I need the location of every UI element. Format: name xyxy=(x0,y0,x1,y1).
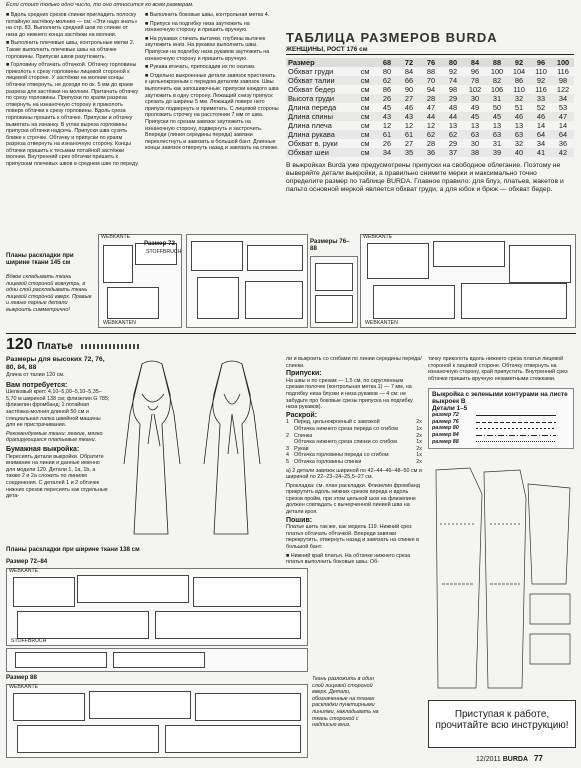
cutting-item-number xyxy=(286,426,294,433)
legend-line-sample xyxy=(476,426,556,431)
legend-size-row xyxy=(432,419,570,426)
instruction-paragraph: ■ Горловину обтачать обтачкой. Обтачку горловины приколоть к срезу горловины лицевой стороной к лицевой стороне. У застёжки на молнии концы обтачки отвернуть, не доходя по ок. 5 мм до краев разреза для застёжки на молнии. Притачать обтачку по срезу горловины. Припуски по краям разреза отвернуть на изнаночную сторону и приколоть поверх обтачки к срезу горловины. Вдоль среза горловины прошить к обтачке. Припуски и обтачку выметать на изнанку. В углах выреза горловины припуски обтачки надсечь. Припуски шва сузить ближе к строчке. Обтачку и припуски по краям разреза отвернуть на изнаночную сторону. Концы обтачки пришить к тесьмам потайной застёжки молнии. Внутренний срез обтачки пришить к припускам плечевых швов в среднем шве по переду. xyxy=(6,62,139,168)
instruction-paragraph: ■ Отдельно выкроенные детали завязок пристачать к цельнокроеным с передом деталям завязок. Швы выполнить как запошивочные: припуски каждого шва заутюжить в одну сторону. Лежащий снизу припуск срезать до ширины 5 мм. Лежащий поверх него припуск подвернуть и приметать. С лицевой стороны проложить строчку на расстоянии 7 мм от шва. Припуски по срезам завязок заутюжить на изнаночную сторону, подвернуть и застрочить. Впереди (линия середины переда) завязки перехлестнуть и завязать в большой бант. Длинные концы завязок отвернуть назад и завязать на спинке. xyxy=(145,72,279,152)
measurement-value: 90 xyxy=(404,85,414,94)
measurement-value: 92 xyxy=(536,76,546,85)
fold-label: STOFFBRUCH xyxy=(11,638,47,644)
measurement-value: 13 xyxy=(470,121,480,130)
sewing-title: Пошив: xyxy=(286,516,313,524)
pattern-piece xyxy=(103,245,133,283)
measurement-name: Высота груди xyxy=(288,94,335,103)
cutting-item-text: Обтачка нижнего среза спинки со сгибом xyxy=(294,439,397,446)
pattern-piece xyxy=(247,245,303,271)
dress-info-col-3 xyxy=(428,356,574,449)
model-number: 120 xyxy=(6,336,33,353)
measurement-value: 82 xyxy=(492,76,502,85)
selvage-label: WEBKANTE xyxy=(9,568,39,574)
measurement-value: 98 xyxy=(448,85,458,94)
measurement-value: 44 xyxy=(448,112,458,121)
size-table-row xyxy=(286,94,574,103)
measurement-value: 51 xyxy=(514,103,524,112)
fabric-recommendation: Рекомендуемые ткани: легкие, мягко драпирующиеся платьевые ткани. xyxy=(6,430,103,444)
pattern-piece xyxy=(17,725,159,753)
paper-pattern-title: Бумажная выкройка: xyxy=(6,445,80,453)
banner-line-2: прочитайте всю инструкцию! xyxy=(435,720,569,731)
pattern-legend xyxy=(428,388,574,449)
pattern-piece xyxy=(107,287,159,319)
dress-heading xyxy=(6,336,141,354)
measurement-value: 96 xyxy=(470,67,480,76)
measurement-value: 34 xyxy=(536,139,546,148)
measurement-value: 84 xyxy=(404,67,414,76)
selvage-label: WEBKANTE xyxy=(9,684,39,690)
fold-label: STOFFBRUCH xyxy=(146,249,182,255)
size-col: 76 xyxy=(426,58,436,67)
cutting-item-qty: 2х xyxy=(416,458,422,465)
measurement-value: 102 xyxy=(468,85,482,94)
measurement-name: Обхват шеи xyxy=(288,148,329,157)
measurement-value: 47 xyxy=(558,112,568,121)
footer-brand: BURDA xyxy=(502,756,529,763)
measurement-value: 28 xyxy=(426,139,436,148)
size-table-body xyxy=(286,67,574,157)
pattern-piece xyxy=(373,285,455,319)
measurement-value: 46 xyxy=(536,112,546,121)
measurement-value: 98 xyxy=(558,76,568,85)
measurement-unit: см xyxy=(360,103,370,112)
measurement-value: 63 xyxy=(470,130,480,139)
legend-line-sample xyxy=(476,439,556,444)
title-decoration xyxy=(81,344,141,349)
size-table-row xyxy=(286,112,574,121)
page-number: 77 xyxy=(533,754,543,763)
cutting-item-text: Рукав xyxy=(294,445,309,452)
selvage-label: WEBKANTEN xyxy=(103,320,136,326)
pattern-continued: ли и выкроить со сгибами по линии середины переда/спинки. xyxy=(286,356,422,369)
ties-note: а) 2 детали завязок шириной по 42–44–46–48–50 см и шириной по 22–23–24–25,5–27 см. xyxy=(286,467,422,481)
cutting-item-number xyxy=(286,439,294,446)
cutting-item xyxy=(286,446,422,453)
size-table-row xyxy=(286,85,574,94)
measurement-name: Длина рукава xyxy=(288,130,335,139)
pattern-piece xyxy=(367,243,429,279)
measurement-unit: см xyxy=(360,130,370,139)
measurement-value: 78 xyxy=(470,76,480,85)
instruction-paragraph: ■ Вдоль средних срезов спинки пригладить полоску потайную застёжку-молнию — см. «Эти надо знать» на стр. 83. Выполнить средний шов по спинке от низа до нижнего конца застёжки на молнии. xyxy=(6,12,138,38)
pattern-piece xyxy=(13,577,75,607)
size-table-row xyxy=(286,130,574,139)
measurement-value: 12 xyxy=(404,121,414,130)
measurement-value: 62 xyxy=(382,76,392,85)
measurement-value: 34 xyxy=(382,148,392,157)
legend-size-row xyxy=(432,439,570,446)
legend-line-sample xyxy=(476,420,556,425)
legend-line-sample xyxy=(476,433,556,438)
cutting-item-text: Спинка xyxy=(294,432,313,439)
cutting-item xyxy=(286,419,422,426)
cutting-item-number: 2 xyxy=(286,432,289,439)
size-table xyxy=(286,58,574,157)
allowances-title: Припуски: xyxy=(286,370,322,378)
measurement-value: 63 xyxy=(492,130,502,139)
pattern-piece xyxy=(15,652,107,668)
cutting-item-text: Обтачка горловины переда со сгибом xyxy=(294,452,389,459)
measurement-value: 27 xyxy=(404,139,414,148)
materials-title: Вам потребуется: xyxy=(6,381,68,389)
measurement-name: Обхват в. руки xyxy=(288,139,338,148)
layout-diagram-size-76-88-a xyxy=(310,256,358,328)
measurement-value: 88 xyxy=(426,67,436,76)
legend-size-row xyxy=(432,412,570,419)
sewing-text: Платье шить так же, как модель 119. Нижний срез платья обтачать обтачкой. Впереди завязки перекрутить, отвернуть назад и завязать на спинке в большой бант. xyxy=(286,524,419,551)
measurement-unit: см xyxy=(360,85,370,94)
cutting-item xyxy=(286,433,422,440)
pattern-piece xyxy=(193,577,301,607)
size-table-header xyxy=(286,58,574,67)
measurement-value: 86 xyxy=(514,76,524,85)
measurement-value: 61 xyxy=(382,130,392,139)
size-table-title: ТАБЛИЦА РАЗМЕРОВ BURDA xyxy=(286,30,498,45)
measurement-value: 46 xyxy=(404,103,414,112)
instructions-col-1 xyxy=(6,12,140,170)
cutting-item xyxy=(286,459,422,466)
measurement-value: 26 xyxy=(382,139,392,148)
cutting-item-number: 1 xyxy=(286,419,289,426)
measurement-value: 74 xyxy=(448,76,458,85)
hem-continued: тачку приколоть вдоль нижнего среза платья лицевой стороной к лицевой стороне. Обтачку отвернуть на изнаночную сторону, край припустить. Внутренний срез обтачки пришить вручную незаметными стежками. xyxy=(428,356,568,382)
instruction-paragraph: ■ Выполнить боковые швы, контрольная метка 4. xyxy=(145,12,270,18)
cutting-item-qty: 1х xyxy=(416,425,422,432)
pattern-piece xyxy=(13,693,85,721)
pattern-piece xyxy=(155,611,301,639)
size-col: 72 xyxy=(404,58,414,67)
measurement-value: 45 xyxy=(382,103,392,112)
size-table-subtitle: ЖЕНЩИНЫ, РОСТ 176 см xyxy=(286,46,574,55)
size-table-row xyxy=(286,148,574,157)
layout-title: Планы раскладки при ширине ткани 145 см xyxy=(6,252,74,267)
legend-title: Выкройка с зелеными контурами на листе выкроек В xyxy=(432,391,568,405)
measurement-name: Обхват талии xyxy=(288,76,335,85)
measurement-name: Длина переда xyxy=(288,103,337,112)
pattern-piece xyxy=(165,725,301,753)
cutting-item-qty: 1х xyxy=(416,439,422,446)
size-table-row xyxy=(286,103,574,112)
cutting-item-qty: 1х xyxy=(416,452,422,459)
pattern-piece xyxy=(461,283,567,319)
size-header-label: Размер xyxy=(288,58,315,67)
measurement-value: 12 xyxy=(426,121,436,130)
layout-title: Планы раскладки при ширине ткани 138 см xyxy=(6,546,140,553)
cutting-item-text: Обтачка нижнего среза переда со сгибом xyxy=(294,425,398,432)
legend-size-label: размер 88 xyxy=(432,438,459,445)
layout-size-label: Размер 72 xyxy=(144,240,175,247)
measurement-value: 32 xyxy=(514,94,524,103)
layout-plans-138 xyxy=(6,546,426,758)
measurement-value: 62 xyxy=(426,130,436,139)
measurement-value: 27 xyxy=(404,94,414,103)
measurement-value: 64 xyxy=(536,130,546,139)
legend-size-row xyxy=(432,432,570,439)
measurement-value: 36 xyxy=(426,148,436,157)
measurement-value: 53 xyxy=(558,103,568,112)
layout-size-label: Размер 88 xyxy=(6,674,37,681)
measurement-value: 66 xyxy=(404,76,414,85)
selvage-label: WEBKANTEN xyxy=(365,320,398,326)
pattern-piece xyxy=(191,241,243,271)
pattern-piece xyxy=(77,575,189,603)
layout-plans-145 xyxy=(6,232,576,330)
measurement-value: 43 xyxy=(382,112,392,121)
page-footer xyxy=(476,754,543,763)
measurement-unit: см xyxy=(360,148,370,157)
measurement-value: 45 xyxy=(492,112,502,121)
interfacing-text: Прокладка: см. план раскладки. Флизелин фромбанд прикрутить вдоль нижних срезов переда и вдоль срезов пройм, при этом цельной шов на флизелине должен совпадать с вычерченной линией шва на детали кроя. xyxy=(286,482,420,516)
measurement-value: 13 xyxy=(492,121,502,130)
measurement-value: 43 xyxy=(404,112,414,121)
layout-diagram-size-72-cont xyxy=(186,234,308,328)
dress-info-col-1 xyxy=(6,356,110,500)
measurement-value: 86 xyxy=(382,85,392,94)
measurement-unit: см xyxy=(360,94,370,103)
pattern-piece xyxy=(315,295,353,323)
measurement-name: Обхват бедер xyxy=(288,85,336,94)
size-table-row xyxy=(286,76,574,85)
layout-note: Ткань разложить в один слой лицевой стороной вверх. Детали, обозначенные на планах раскладки пунктирными линиями, накладывать на ткань стороной с надписью вниз. xyxy=(312,676,379,729)
size-col: 88 xyxy=(492,58,502,67)
legend-size-lines xyxy=(432,412,570,445)
measurement-unit: см xyxy=(360,112,370,121)
measurement-value: 116 xyxy=(557,67,569,76)
footer-issue: 12/2011 xyxy=(476,756,501,763)
layout-diagram-72-84-cont xyxy=(6,648,308,672)
measurement-value: 34 xyxy=(558,94,568,103)
measurement-value: 49 xyxy=(470,103,480,112)
measurement-value: 70 xyxy=(426,76,436,85)
measurement-name: Длина плеча xyxy=(288,121,332,130)
measurement-value: 31 xyxy=(492,139,502,148)
size-col: 80 xyxy=(448,58,458,67)
model-title: Платье xyxy=(37,341,73,352)
layout-size-label: Размеры 76–88 xyxy=(310,238,350,253)
size-col: 84 xyxy=(470,58,480,67)
cutting-item-text: Обтачка горловины спинки xyxy=(294,458,362,465)
measurement-value: 41 xyxy=(536,148,546,157)
instruction-paragraph: ■ Припуск на подгибку низа заутюжить на изнаночную сторону и пришить вручную. xyxy=(145,20,250,34)
measurement-value: 29 xyxy=(448,94,458,103)
cutting-item-text: Перед, цельнокроеный с завязкой xyxy=(294,419,380,426)
measurement-value: 63 xyxy=(514,130,524,139)
cutting-item-number: 3 xyxy=(286,445,289,452)
measurement-unit: см xyxy=(360,67,370,76)
cutting-title: Раскрой: xyxy=(286,411,318,419)
pattern-piece xyxy=(509,245,571,283)
measurement-unit: см xyxy=(360,139,370,148)
measurement-value: 94 xyxy=(426,85,436,94)
size-table-row xyxy=(286,121,574,130)
banner-line-1: Приступая к работе, xyxy=(454,709,550,720)
pattern-pieces-sketch xyxy=(430,464,576,692)
measurement-value: 14 xyxy=(536,121,546,130)
pattern-pieces-diagram xyxy=(430,464,576,692)
hem-text: ■ Нижний край платья. На обтачке нижнего среза платья выполнить боковые швы. Об- xyxy=(286,552,411,566)
layout-size-label: Размер 72–84 xyxy=(6,558,48,565)
measurement-value: 36 xyxy=(558,139,568,148)
measurement-value: 52 xyxy=(536,103,546,112)
size-table-row xyxy=(286,139,574,148)
instruction-paragraph: ■ Выполнить плечевые швы, контрольные метки 2. Также выполнить плечевые швы на обтачке горловины. Припуски швов разутюжить. xyxy=(6,40,135,60)
pattern-piece xyxy=(315,263,353,291)
cutting-item-number: 5 xyxy=(286,458,289,465)
measurement-value: 47 xyxy=(426,103,436,112)
measurement-value: 45 xyxy=(470,112,480,121)
measurement-value: 62 xyxy=(448,130,458,139)
measurement-value: 39 xyxy=(492,148,502,157)
measurement-value: 104 xyxy=(512,67,526,76)
measurement-value: 116 xyxy=(535,85,547,94)
measurement-value: 30 xyxy=(470,94,480,103)
measurement-value: 122 xyxy=(556,85,570,94)
measurement-value: 35 xyxy=(404,148,414,157)
measurement-value: 100 xyxy=(490,67,504,76)
cutting-item-number: 4 xyxy=(286,452,289,459)
layout-diagram-72-84 xyxy=(6,568,308,646)
measurement-value: 42 xyxy=(558,148,568,157)
legend-size-label: размер 76 xyxy=(432,418,459,425)
size-table-note: В выкройках Burda уже предусмотрены припуски на свободное облегание. Поэтому не выверяйте детали выкройки, а правильно снимите мерки и максимально точно определите размер по таблице BURDA. Главное правило: для блуз, платьев, жакетов и пальто основной меркой является обхват груди, а для юбок и брюк — обхват бедер. xyxy=(286,162,564,193)
size-table-panel xyxy=(286,30,574,194)
top-note: Если стоит только одно число, то оно относится ко всем размерам. xyxy=(6,2,194,8)
pattern-piece xyxy=(197,277,239,319)
size-col: 96 xyxy=(536,58,546,67)
measurement-value: 110 xyxy=(535,67,547,76)
pattern-piece xyxy=(245,281,303,319)
measurement-value: 31 xyxy=(492,94,502,103)
pattern-piece xyxy=(195,693,301,721)
measurement-value: 12 xyxy=(382,121,392,130)
pattern-piece xyxy=(113,652,205,668)
size-table-row xyxy=(286,67,574,76)
measurement-unit: см xyxy=(360,76,370,85)
materials-text: Шелковый креп: 4,10–5,00–5,10–5,35–5,70 м шириной 138 см; флизелин G 785; флизелин фромбанд; 1 потайная застёжка-молния длиной 50 см и специальная лапка швейной машины для ее пристрачивания. xyxy=(6,389,110,429)
measurement-value: 80 xyxy=(382,67,392,76)
measurement-value: 33 xyxy=(536,94,546,103)
dress-info-col-2 xyxy=(286,356,422,566)
legend-size-label: размер 84 xyxy=(432,431,459,438)
legend-line-sample xyxy=(476,413,556,418)
measurement-value: 61 xyxy=(404,130,414,139)
pattern-piece xyxy=(433,241,505,267)
legend-size-label: размер 80 xyxy=(432,425,459,432)
layout-note: Вдвое складывать ткань лицевой стороной вовнутрь, в одни слой раскладывать ткань лицевой стороной вверх. Правые и левые парные детали выкроить симметрично! xyxy=(6,274,92,313)
dress-illustration xyxy=(112,354,282,540)
instruction-banner xyxy=(428,700,576,748)
legend-size-label: размер 72 xyxy=(432,412,459,419)
measurement-value: 46 xyxy=(514,112,524,121)
measurement-value: 110 xyxy=(513,85,525,94)
size-col: 100 xyxy=(556,58,570,67)
size-col: 68 xyxy=(382,58,392,67)
measurement-name: Обхват груди xyxy=(288,67,334,76)
legend-parts: Детали 1–5 xyxy=(432,404,468,412)
measurement-value: 40 xyxy=(514,148,524,157)
cutting-item xyxy=(286,452,422,459)
dress-sketch xyxy=(112,354,282,540)
cutting-item-qty: 2х xyxy=(416,432,422,439)
measurement-value: 44 xyxy=(426,112,436,121)
cutting-item xyxy=(286,426,422,433)
measurement-value: 26 xyxy=(382,94,392,103)
allowances-text: На швы и по срезам — 1,5 см, по скругленным срезам полочек (контрольная метка 1) — 7 мм, на подгибку низа блузки и низа рукавов — 4 см: не забудьте про боковые срезы припуска на подгибку низа рукавов). xyxy=(286,377,413,411)
selvage-label: WEBKANTE xyxy=(363,234,393,240)
instruction-paragraph: ■ Рукава втачать, припосадив их по окатам. xyxy=(145,64,256,71)
cutting-item xyxy=(286,439,422,446)
measurement-name: Длина спины xyxy=(288,112,333,121)
section-divider xyxy=(6,333,576,334)
measurement-value: 14 xyxy=(558,121,568,130)
cutting-item-qty: 2х xyxy=(416,445,422,452)
measurement-value: 13 xyxy=(514,121,524,130)
size-col: 92 xyxy=(514,58,524,67)
instruction-paragraph: ■ На рукавах стачать вытачки, глубины вытачек заутюжить вниз. На рукавах выполнить швы. Припуски на подгибку низа рукавов заутюжить на изнаночную сторону и пришить вручную. xyxy=(145,35,270,62)
cutting-item-qty: 2х xyxy=(416,419,422,426)
paper-pattern-text: Пересиять детали выкройки. Обратите внимание на линии и данные именно для модели 120. Детали 1, 1a, 1b, а также 2 и 2a сложить по линиям соединения. С деталей 1 и 2 обтачек нижних срезов пересиять как отдельные дета- xyxy=(6,453,108,500)
measurement-value: 38 xyxy=(470,148,480,157)
measurement-unit: см xyxy=(360,121,370,130)
pattern-piece xyxy=(89,691,191,719)
measurement-value: 64 xyxy=(558,130,568,139)
layout-diagram-size-76-88-b xyxy=(360,234,576,328)
measurement-value: 32 xyxy=(514,139,524,148)
dress-length: Длина от талии 120 см. xyxy=(6,372,65,378)
instructions-col-2 xyxy=(145,12,279,154)
pattern-piece xyxy=(17,611,149,639)
measurement-value: 37 xyxy=(448,148,458,157)
cutting-list xyxy=(286,419,422,465)
selvage-label: WEBKANTE xyxy=(101,234,131,240)
measurement-value: 48 xyxy=(448,103,458,112)
measurement-value: 29 xyxy=(448,139,458,148)
measurement-value: 28 xyxy=(426,94,436,103)
dress-sizes: Размеры для высоких 72, 76, 80, 84, 88 xyxy=(6,356,105,371)
measurement-value: 13 xyxy=(448,121,458,130)
layout-diagram-88 xyxy=(6,684,308,758)
measurement-value: 92 xyxy=(448,67,458,76)
measurement-value: 30 xyxy=(470,139,480,148)
measurement-value: 106 xyxy=(490,85,504,94)
measurement-value: 50 xyxy=(492,103,502,112)
legend-size-row xyxy=(432,425,570,432)
